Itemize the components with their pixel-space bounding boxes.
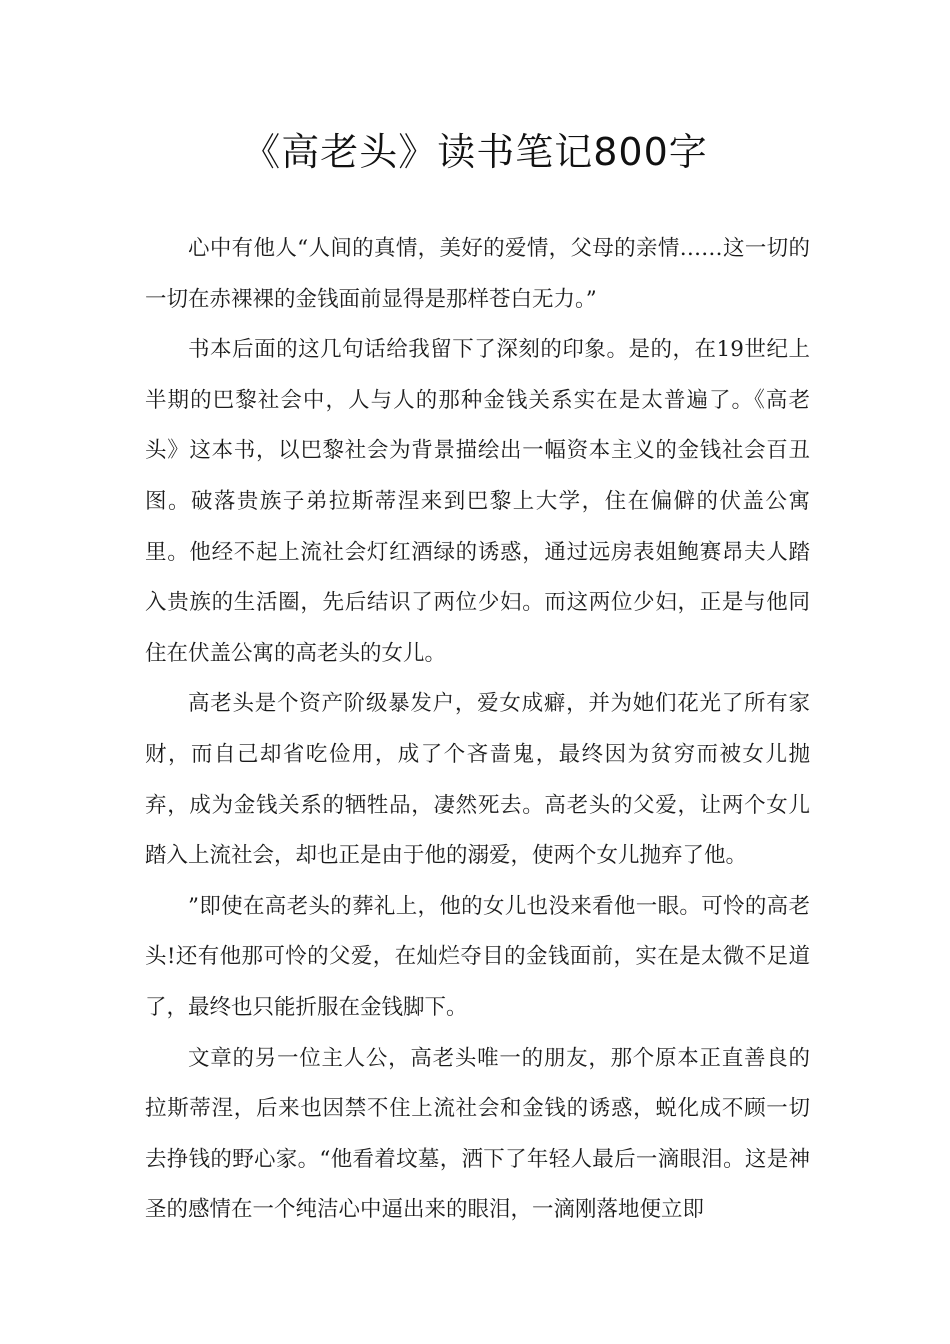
paragraph-3: 高老头是个资产阶级暴发户，爱女成癖，并为她们花光了所有家财，而自己却省吃俭用，成了个吝啬鬼，最终因为贫穷而被女儿抛弃，成为金钱关系的牺牲品，凄然死去。高老头的父爱，让两个女儿踏入上流社会，却也正是由于他的溺爱，使两个女儿抛弃了他。 bbox=[145, 691, 810, 869]
paragraph-5: 文章的另一位主人公，高老头唯一的朋友，那个原本正直善良的拉斯蒂涅，后来也因禁不住上流社会和金钱的诱惑，蜕化成不顾一切去挣钱的野心家。“他看着坟墓，洒下了年轻人最后一滴眼泪。这是神圣的感情在一个纯洁心中逼出来的眼泪，一滴刚落地便立即 bbox=[145, 1045, 810, 1223]
document-title: 《高老头》读书笔记800字 bbox=[242, 130, 708, 174]
document-body bbox=[145, 224, 810, 1236]
paragraph-4: ”即使在高老头的葬礼上，他的女儿也没来看他一眼。可怜的高老头!还有他那可怜的父爱，在灿烂夺目的金钱面前，实在是太微不足道了，最终也只能折服在金钱脚下。 bbox=[145, 893, 810, 1020]
paragraph-1: 心中有他人“人间的真情，美好的爱情，父母的亲情……这一切的一切在赤裸裸的金钱面前显得是那样苍白无力。” bbox=[145, 236, 810, 312]
paragraph-2: 书本后面的这几句话给我留下了深刻的印象。是的，在19世纪上半期的巴黎社会中，人与人的那种金钱关系实在是太普遍了。《高老头》这本书，以巴黎社会为背景描绘出一幅资本主义的金钱社会百丑图。破落贵族子弟拉斯蒂涅来到巴黎上大学，住在偏僻的伏盖公寓里。他经不起上流社会灯红酒绿的诱惑，通过远房表姐鲍赛昂夫人踏入贵族的生活圈，先后结识了两位少妇。而这两位少妇，正是与他同住在伏盖公寓的高老头的女儿。 bbox=[145, 337, 810, 666]
